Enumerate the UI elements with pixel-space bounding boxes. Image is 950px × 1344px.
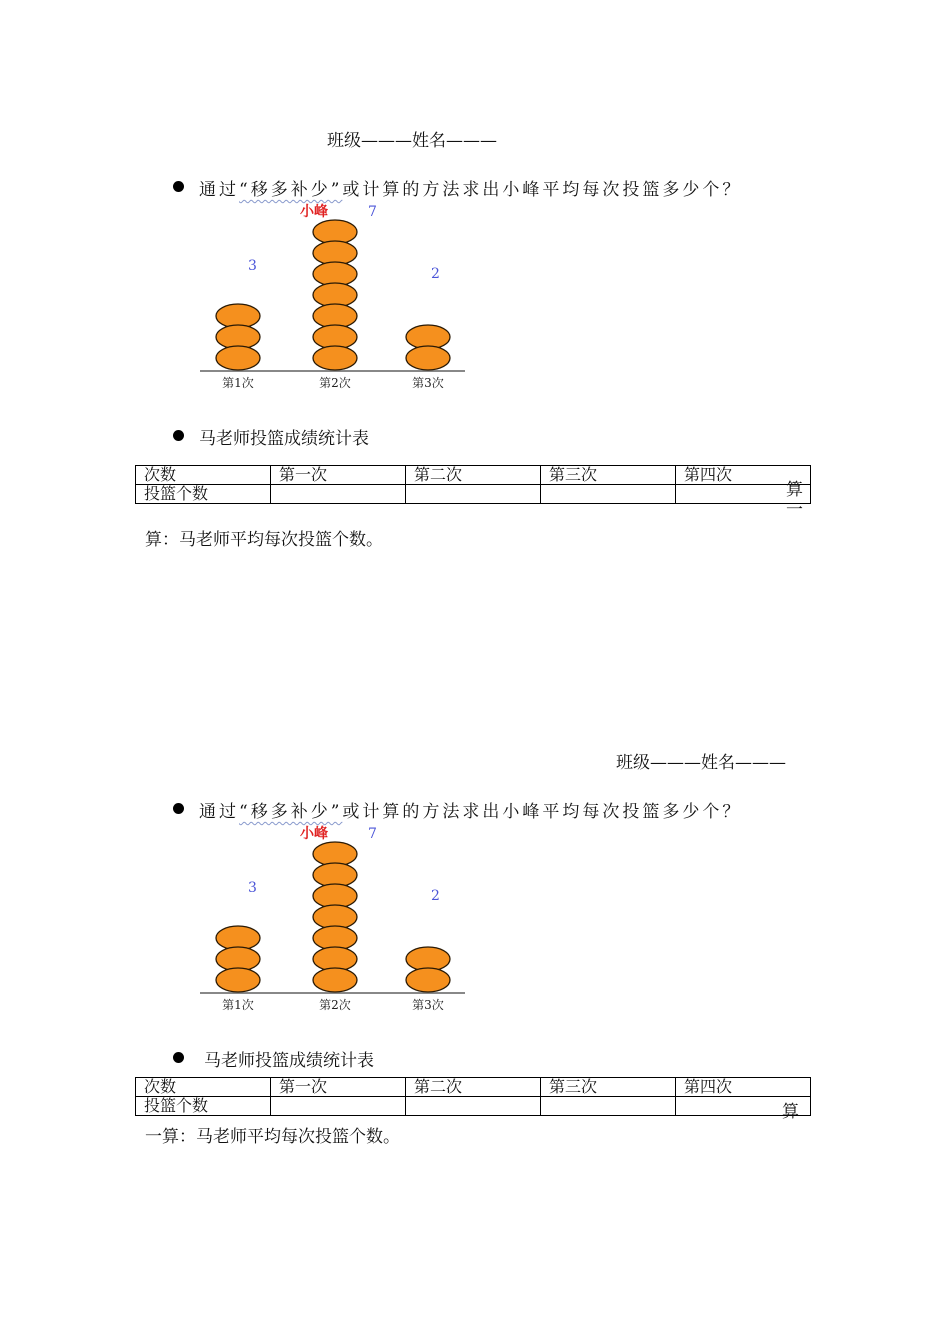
bullet-icon [173,430,184,441]
x-tick-label: 第2次 [319,998,351,1012]
x-tick-label: 第3次 [412,376,444,390]
bullet-icon [173,803,184,814]
instruction-text: 一算：马老师平均每次投篮个数。 [145,1127,400,1147]
score-table [135,465,811,504]
table-input-cell[interactable] [271,485,406,504]
basketball-disc [313,346,357,370]
table-header-row [136,1078,811,1097]
table-cell: 次数 [136,466,271,485]
table-cell: 第二次 [406,466,541,485]
basketball-disc [216,346,260,370]
side-char: 算 [786,480,803,500]
table-cell: 投篮个数 [136,1097,271,1116]
table-cell: 第一次 [271,466,406,485]
table-cell: 第三次 [541,466,676,485]
table-header-row [136,466,811,485]
table-input-cell[interactable] [541,1097,676,1116]
table-cell: 投篮个数 [136,485,271,504]
basketball-disc [406,346,450,370]
x-tick-label: 第3次 [412,998,444,1012]
table-cell: 第一次 [271,1078,406,1097]
table-cell: 次数 [136,1078,271,1097]
bullet-icon [173,1052,184,1063]
basketball-chart [195,195,480,400]
basketball-disc [313,968,357,992]
basketball-disc [406,968,450,992]
table-cell: 第二次 [406,1078,541,1097]
class-name-header: 班级———姓名——— [616,753,786,773]
table-input-cell[interactable] [271,1097,406,1116]
side-char: 一 [786,500,803,520]
table-row [136,1097,811,1116]
bullet-icon [173,181,184,192]
table-input-cell[interactable] [406,485,541,504]
table-title: 马老师投篮成绩统计表 [199,429,369,449]
score-table [135,1077,811,1116]
chart-name-label: 小峰 [300,826,328,842]
value-label: 7 [368,204,377,220]
side-char: 算 [782,1102,799,1122]
question-highlight: “移多补少” [239,180,343,200]
table-input-cell[interactable] [541,485,676,504]
table-row [136,485,811,504]
table-input-cell[interactable] [406,1097,541,1116]
value-label: 3 [248,258,257,274]
value-label: 7 [368,826,377,842]
question-prefix: 通过 [199,180,239,200]
x-tick-label: 第1次 [222,998,254,1012]
question-prefix: 通过 [199,802,239,822]
question-highlight: “移多补少” [239,802,343,822]
value-label: 2 [431,888,440,904]
instruction-text: 算：马老师平均每次投篮个数。 [145,530,383,550]
value-label: 3 [248,880,257,896]
basketball-chart [195,817,480,1022]
chart-name-label: 小峰 [300,204,328,220]
x-tick-label: 第2次 [319,376,351,390]
value-label: 2 [431,266,440,282]
table-title: 马老师投篮成绩统计表 [204,1051,374,1071]
table-cell: 第三次 [541,1078,676,1097]
class-name-header: 班级———姓名——— [327,131,497,151]
question-rest: 或计算的方法求出小峰平均每次投篮多少个？ [342,802,743,822]
question-rest: 或计算的方法求出小峰平均每次投篮多少个？ [342,180,743,200]
x-tick-label: 第1次 [222,376,254,390]
basketball-disc [216,968,260,992]
table-cell: 第四次 [676,1078,811,1097]
table-cell: 第四次 [676,466,811,485]
